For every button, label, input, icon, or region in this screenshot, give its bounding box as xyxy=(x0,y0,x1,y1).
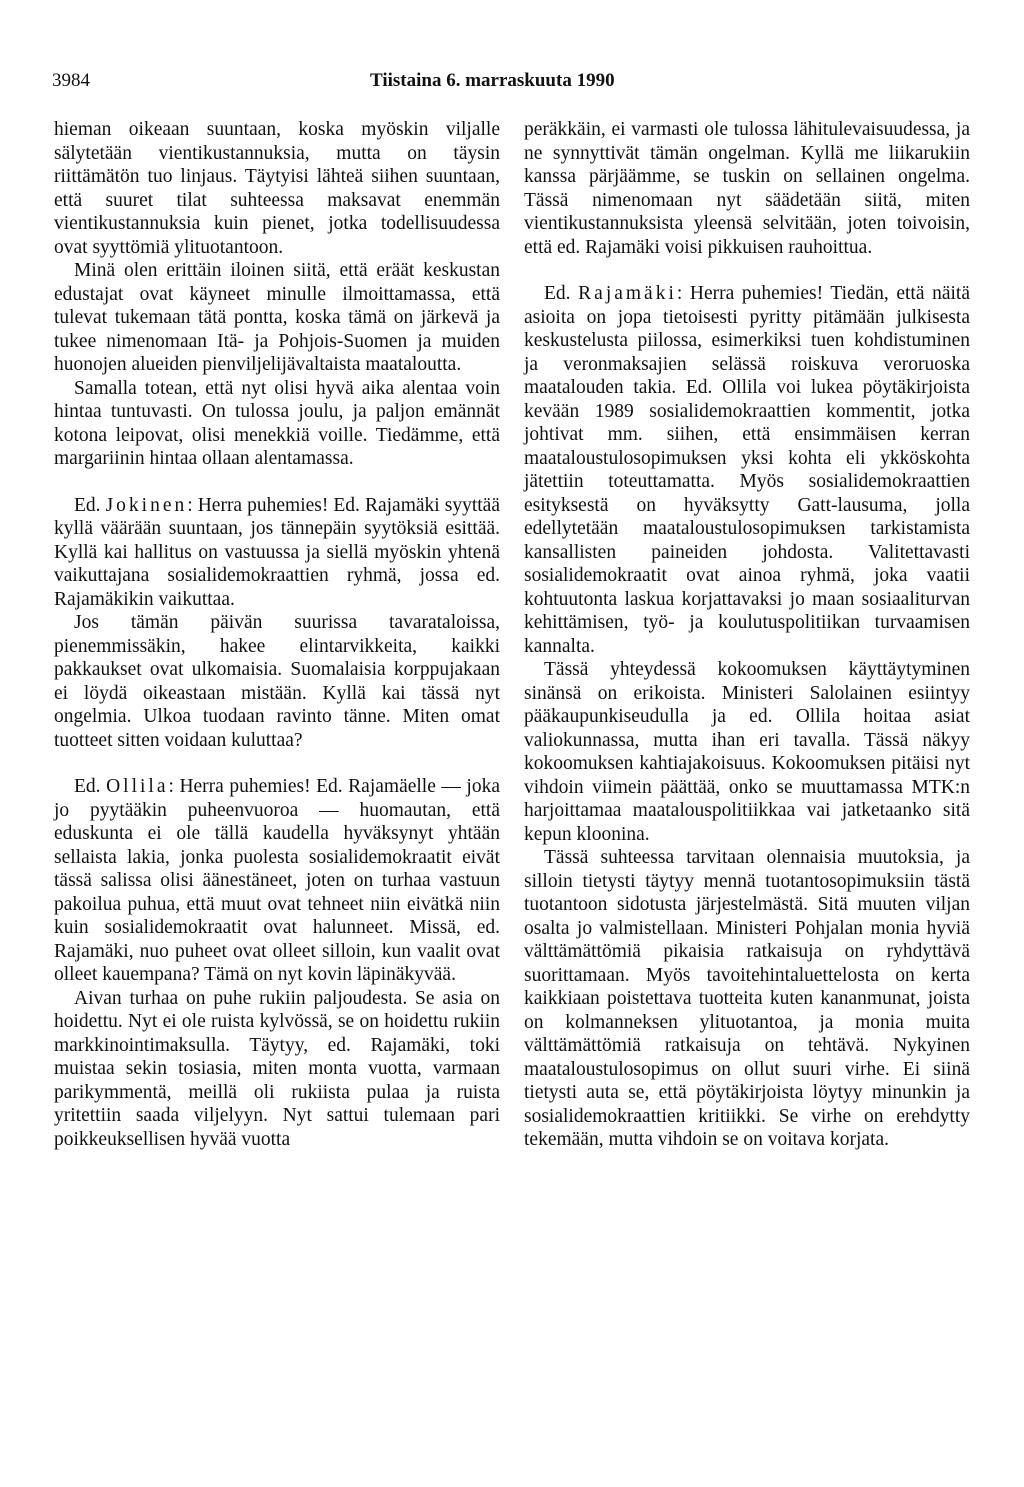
paragraph: Aivan turhaa on puhe rukiin paljoudesta. Se asia on hoidettu. Nyt ei ole ruista kylvössä, se on hoidettu rukiin markkinointimaksulla. Täytyy, ed. Rajamäki, toki muistaa sekin tosiasia, miten monta vuotta, varmaan parikymmentä, meillä oli rukiista pulaa ja ruista yritettiin saada viljelyyn. Nyt sattui tulemaan pari poikkeuksellisen hyvää vuotta xyxy=(54,987,500,1150)
speech-text: : Herra puhemies! Ed. Rajamäelle — joka jo pyytääkin puheenvuoroa — huomautan, että eduskunta ei ole tällä kaudella hyväksynyt yhtään sellaista lakia, jonka puolesta sosialidemokraatit eivät tässä salissa olisi äänestäneet, joten on turhaa vastuun pakoilua puhua, että muut ovat tehneet niin eivätkä niin kuin sosialidemokraatit ovat halunneet. Missä, ed. Rajamäki, nuo puheet ovat olleet silloin, kun vaalit ovat olleet kauempana? Tämä on nyt kovin läpinäkyvää. xyxy=(54,776,500,985)
speaker-name: Rajamäki xyxy=(578,283,677,304)
speaker-prefix: Ed. xyxy=(74,776,107,797)
paragraph: Jos tämän päivän suurissa tavarataloissa, pienemmissäkin, hakee elintarvikkeita, kaikki pakkaukset ovat ulkomaisia. Suomalaisia korppujakaan ei löydä oikeastaan mistään. Kyllä kai tässä nyt ongelmia. Ulkoa tuodaan ravinto tänne. Miten omat tuotteet sitten voidaan kuluttaa? xyxy=(54,612,500,751)
speech-text: : Herra puhemies! Tiedän, että näitä asioita on jopa tietoisesti pyritty pitämään julkisesta keskustelusta piilossa, esimerkiksi tuen kohdistuminen ja veronmaksajien selässä roiskuva veroruoska maatalouden takia. Ed. Ollila voi lukea pöytäkirjoista kevään 1989 sosialidemokraattien kommentit, jotka johtivat mm. siihen, että ensimmäisen kerran maataloustulosopimuksen yksi kohta eli ykköskohta jätettiin toteuttamatta. Myös sosialidemokraattien esityksestä on hyväksytty Gatt-lausuma, jolla edellytetään maataloustulosopimuksen tarkistamista kansallisten paineiden johdosta. Valitettavasti sosialidemokraatit ovat ainoa ryhmä, joka vaatii kohtuutonta laskua korjattavaksi jo maan sosiaaliturvan kehittämisen, työ- ja koulutuspolitiikan turvaamisen kannalta. xyxy=(524,283,970,657)
speaker-paragraph xyxy=(524,282,970,658)
right-column xyxy=(524,118,970,1152)
speaker-prefix: Ed. xyxy=(74,494,106,516)
running-title: Tiistaina 6. marraskuuta 1990 xyxy=(370,70,615,91)
speaker-name: Ollila xyxy=(106,776,169,797)
speech-text: : Herra puhemies! Ed. Rajamäki syyttää kyllä väärään suuntaan, jos tännepäin syytöksiä esittää. Kyllä kai hallitus on vastuussa ja siellä myöskin yhtenä vaikuttajana sosialidemokraattien ryhmä, jossa ed. Rajamäkikin vaikuttaa. xyxy=(54,494,500,610)
speaker-name: Jokinen xyxy=(105,494,188,516)
speaker-paragraph xyxy=(54,775,500,987)
left-column xyxy=(54,118,500,1151)
paragraph: Samalla totean, että nyt olisi hyvä aika alentaa voin hintaa tuntuvasti. On tulossa joulu, ja paljon emännät kotona leipovat, olisi menekkiä voille. Tiedämme, että margariinin hintaa ollaan alentamassa. xyxy=(54,377,500,469)
paragraph: peräkkäin, ei varmasti ole tulossa lähitulevaisuudessa, ja ne synnyttivät tämän ongelman. Kyllä me liikarukiin kanssa pärjäämme, se tuskin on sellainen ongelma. Tässä nimenomaan nyt säädetään siitä, miten vientikustannuksista yleensä selvitään, joten toivoisin, että ed. Rajamäki voisi pikkuisen rauhoittua. xyxy=(524,119,970,258)
speaker-prefix: Ed. xyxy=(544,283,579,304)
page-header xyxy=(52,70,970,100)
paragraph: hieman oikeaan suuntaan, koska myöskin viljalle sälytetään vientikustannuksia, mutta on täysin riittämätön tuo linjaus. Täytyisi lähteä siihen suuntaan, että suuret tilat suhteessa maksavat enemmän vientikustannuksia kuin pienet, jotka todellisuudessa ovat syyttömiä ylituotantoon. xyxy=(54,119,500,258)
paragraph: Tässä suhteessa tarvitaan olennaisia muutoksia, ja silloin tietysti täytyy mennä tuotantosopimuksiin tästä tuotantoon sidotusta järjestelmästä. Sitä muuten viljan osalta jo valmistellaan. Ministeri Pohjalan monia hyviä välttämättömiä pikaisia ratkaisuja on ryhdyttävä suorittamaan. Myös tavoitehintaluettelosta on kerta kaikkiaan poistettava tuotteita kuten kananmunat, joista on kolmanneksen ylituotantoa, ja monia muita välttämättömiä ratkaisuja on tehtävä. Nykyinen maataloustulosopimus on ollut suuri virhe. Ei siinä tietysti auta se, että pöytäkirjoista löytyy minunkin ja sosialidemokraattien kritiikki. Se virhe on erehdytty tekemään, mutta vihdoin se on voitava korjata. xyxy=(524,847,970,1150)
page-number: 3984 xyxy=(52,70,90,91)
paragraph: Tässä yhteydessä kokoomuksen käyttäytyminen sinänsä on erikoista. Ministeri Salolainen esiintyy pääkaupunkiseudulla ja ed. Ollila hoitaa asiat valiokunnassa, mutta ihan eri tavalla. Tässä näkyy kokoomuksen kahtiajakoisuus. Kokoomuksen pitäisi nyt vihdoin viimein päättää, onko se muuttamassa MTK:n harjoittamaa maatalouspolitiikkaa vai jatketaanko sitä kepun kloonina. xyxy=(524,659,970,845)
paragraph: Minä olen erittäin iloinen siitä, että eräät keskustan edustajat ovat käyneet minulle ilmoittamassa, että tulevat tukemaan tätä pontta, koska tämä on järkevä ja tukee nimenomaan Itä- ja Pohjois-Suomen ja muiden huonojen alueiden pienviljelijävaltaista maataloutta. xyxy=(54,260,500,375)
speaker-paragraph xyxy=(54,494,500,612)
